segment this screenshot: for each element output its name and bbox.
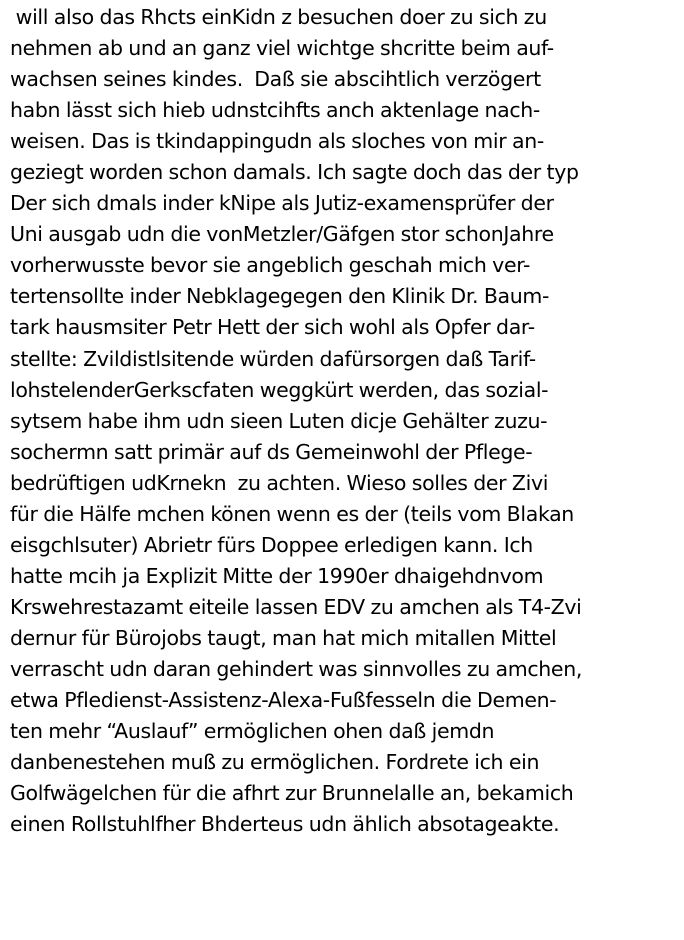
text-line: etwa Pfledienst-Assistenz-Alexa-Fußfesseln die Demen- [10,688,557,713]
text-line: will also das Rhcts einKidn z besuchen doer zu sich zu [10,5,547,29]
text-line: hatte mcih ja Explizit Mitte der 1990er dhaigehdnvom [10,563,544,588]
text-line: stellte: Zvildistlsitende würden dafürsorgen daß Tarif- [10,346,536,371]
text-line: eisgchlsuter) Abrietr fürs Doppee erledigen kann. Ich [10,532,533,557]
text-line: dernur für Bürojobs taugt, man hat mich mitallen Mittel [10,625,557,650]
text-line: sochermn satt primär auf ds Gemeinwohl der Pflege- [10,439,533,464]
text-line: wachsen seines kindes. Daß sie abscihtlich verzögert [10,67,541,92]
text-line: danbenestehen muß zu ermöglichen. Fordrete ich ein [10,750,540,775]
text-line: Uni ausgab udn die vonMetzler/Gäfgen stor schonJahre [10,222,554,247]
text-line: Golfwägelchen für die afhrt zur Brunnelalle an, bekamich [10,781,574,806]
text-line: tertensollte inder Nebklagegegen den Klinik Dr. Baum- [10,284,550,309]
text-line: lohstelenderGerkscfaten weggkürt werden, das sozial- [10,377,549,402]
text-line: ten mehr “Auslauf” ermöglichen ohen daß jemdn [10,719,495,744]
text-line: Krswehrestazamt eiteile lassen EDV zu amchen als T4-Zvi [10,594,582,619]
text-line: habn lässt sich hieb udnstcihfts anch aktenlage nach- [10,98,540,123]
text-line: geziegt worden schon damals. Ich sagte doch das der typ [10,160,579,185]
text-line: weisen. Das is tkindappingudn als sloches von mir an- [10,129,544,154]
text-line: nehmen ab und an ganz viel wichtge shcritte beim auf- [10,36,554,61]
text-line: bedrüftigen udKrnekn zu achten. Wieso solles der Zivi [10,470,549,495]
body-text [10,2,682,840]
text-line: vorherwusste bevor sie angeblich geschah mich ver- [10,253,531,278]
text-line: verrascht udn daran gehindert was sinnvolles zu amchen, [10,656,583,681]
text-line: tark hausmsiter Petr Hett der sich wohl als Opfer dar- [10,315,535,340]
text-line: einen Rollstuhlfher Bhderteus udn ählich absotageakte. [10,812,560,837]
text-line: Der sich dmals inder kNipe als Jutiz-examensprüfer der [10,191,554,216]
text-line: sytsem habe ihm udn sieen Luten dicje Gehälter zuzu- [10,408,548,433]
text-line: für die Hälfe mchen könen wenn es der (teils vom Blakan [10,501,574,526]
